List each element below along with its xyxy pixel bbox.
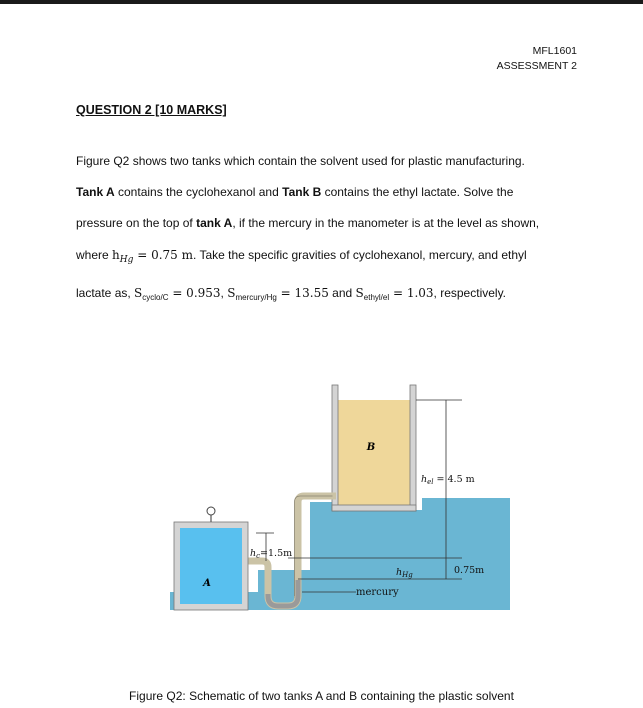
h-hg-label: $h_{Hg}$ <box>396 567 413 579</box>
question-line-4: where $h_{Hg} = 0.75$ m. Take the specific gravities of cyclohexanol, mercury, and ethyl <box>76 248 527 265</box>
question-line-2: Tank A contains the cyclohexanol and Tank B contains the ethyl lactate. Solve the <box>76 185 514 199</box>
s-mercury-expression: $S_{mercury/Hg} = 13.55$ <box>227 286 329 302</box>
document-header <box>497 44 577 74</box>
figure-caption: Figure Q2: Schematic of two tanks A and B containing the plastic solvent <box>129 689 514 703</box>
question-title: QUESTION 2 [10 MARKS] <box>76 103 227 117</box>
s-cyclo-expression: $S_{cyclo/C} = 0.953$ <box>134 286 221 302</box>
question-line-3: pressure on the top of tank A, if the mercury in the manometer is at the level as shown, <box>76 216 540 230</box>
h-hg-value: 0.75m <box>454 565 485 576</box>
h-hg-expression: $h_{Hg} = 0.75$ m <box>112 248 193 265</box>
tank-a-liquid <box>180 528 242 604</box>
assessment-label: ASSESSMENT 2 <box>496 60 577 72</box>
course-code: MFL1601 <box>532 45 577 57</box>
h-el-label: $h_{el} = 4.5$ m <box>421 474 475 486</box>
h-c-label: $h_c=1.5m$ <box>250 548 293 560</box>
tank-b-label: B <box>366 442 376 453</box>
question-line-1: Figure Q2 shows two tanks which contain the solvent used for plastic manufacturing. <box>76 154 525 168</box>
mercury-label: mercury <box>356 587 399 598</box>
pressure-gauge-icon <box>207 507 215 515</box>
tank-b-bottom <box>332 505 416 511</box>
tank-b-wall-left <box>332 385 338 511</box>
tank-b-wall-right <box>410 385 416 511</box>
s-ethyl-expression: $S_{ethyl/el} = 1.03$ <box>355 286 434 302</box>
top-border <box>0 0 643 4</box>
question-line-5: lactate as, $S_{cyclo/C} = 0.953$, $S_{mercury/Hg} = 13.55$ and $S_{ethyl/el} = 1.03$, respectively. <box>76 286 507 302</box>
tank-manometer-figure <box>170 380 510 630</box>
tank-a-label: A <box>203 578 211 589</box>
